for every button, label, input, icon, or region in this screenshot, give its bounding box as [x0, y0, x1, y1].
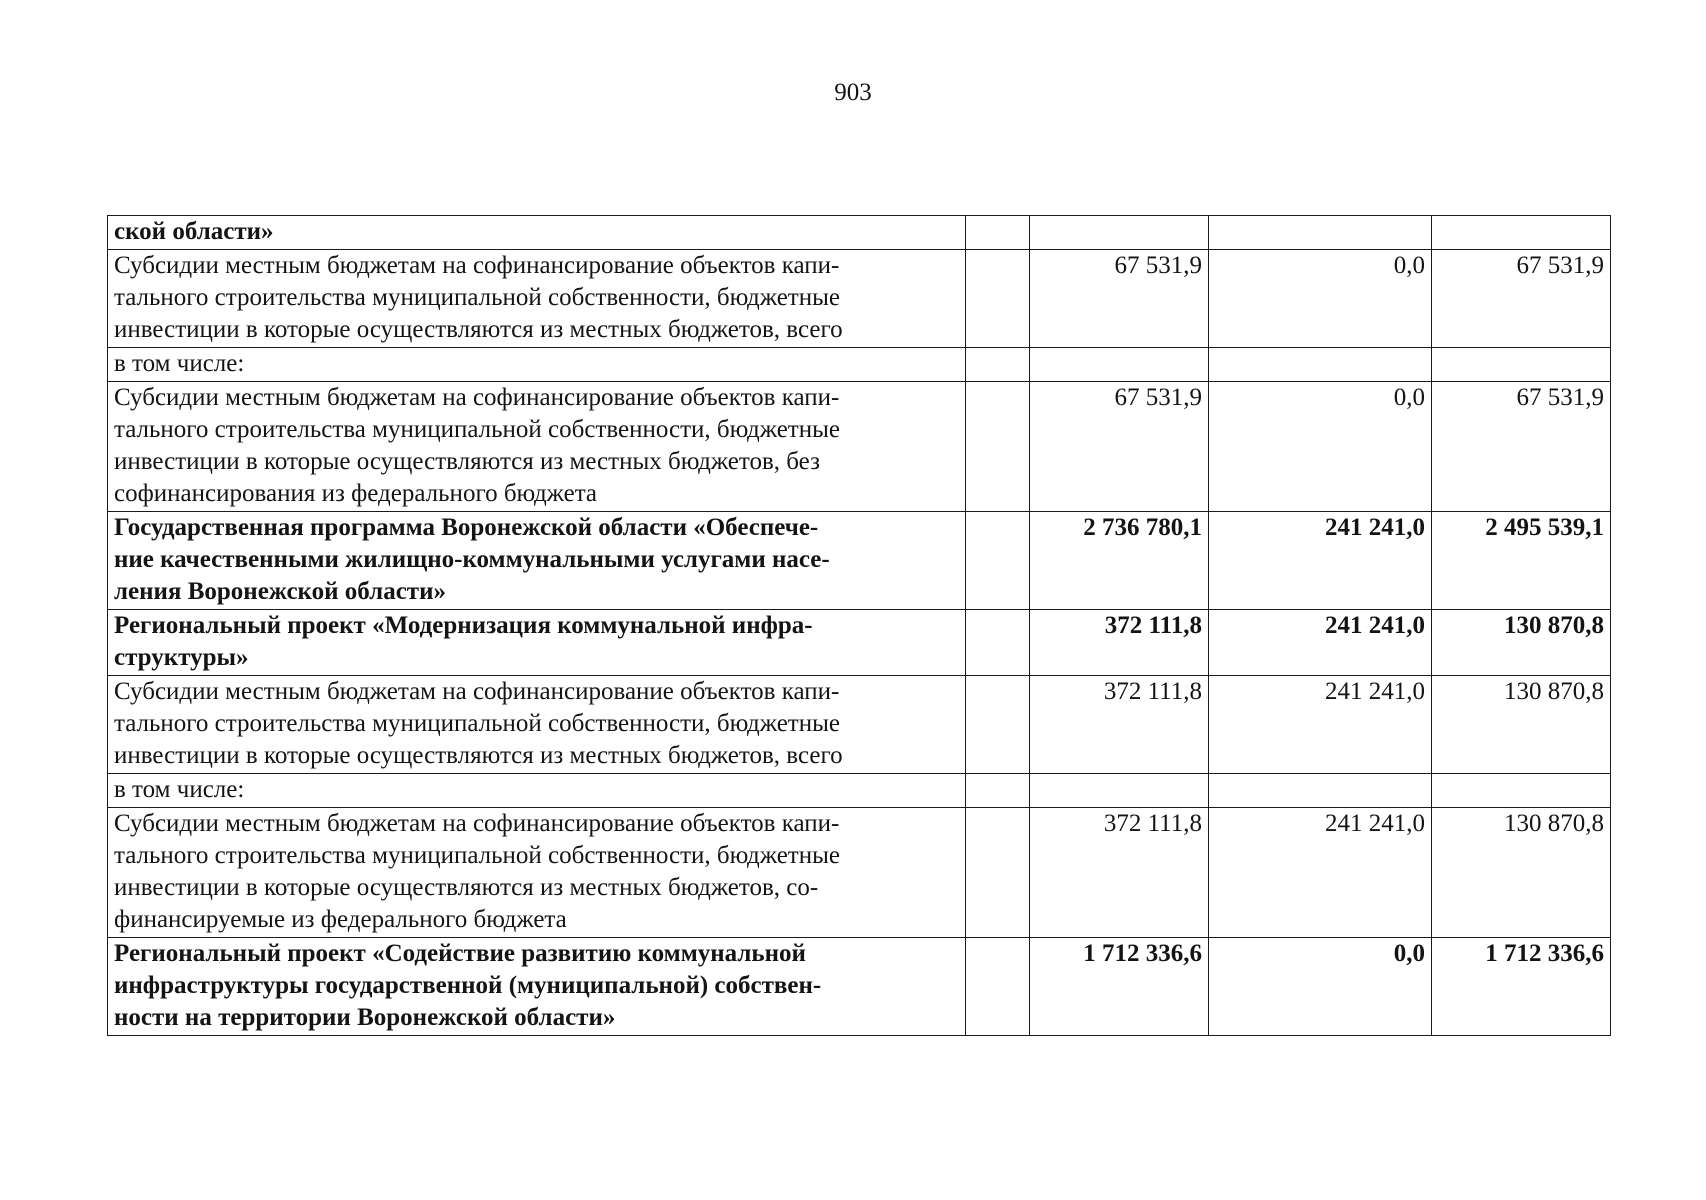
- empty-cell: [966, 382, 1030, 512]
- row-name-line: инвестиции в которые осуществляются из местных бюджетов, всего: [114, 316, 843, 343]
- row-name-line: тального строительства муниципальной собственности, бюджетные: [114, 710, 841, 737]
- value-cell-1: [1030, 348, 1209, 382]
- value-cell-1: 67 531,9: [1030, 250, 1209, 348]
- value-cell-3: [1432, 348, 1611, 382]
- row-name-cell: [108, 676, 966, 774]
- value-cell-2: 241 241,0: [1209, 676, 1432, 774]
- empty-cell: [966, 610, 1030, 676]
- row-name-cell: [108, 250, 966, 348]
- value-cell-1: 372 111,8: [1030, 610, 1209, 676]
- value-cell-3: [1432, 216, 1611, 250]
- empty-cell: [966, 938, 1030, 1036]
- table-row: [108, 216, 1611, 250]
- row-name-line: Региональный проект «Содействие развитию коммунальной: [114, 940, 806, 967]
- value-cell-1: 1 712 336,6: [1030, 938, 1209, 1036]
- table-row: [108, 512, 1611, 610]
- value-cell-2: 0,0: [1209, 382, 1432, 512]
- row-name-line: инфраструктуры государственной (муниципальной) собствен-: [114, 972, 822, 999]
- table-row: [108, 774, 1611, 808]
- budget-table-body: [108, 216, 1611, 1036]
- row-name-line: ности на территории Воронежской области»: [114, 1004, 616, 1031]
- row-name-cell: [108, 382, 966, 512]
- value-cell-2: [1209, 216, 1432, 250]
- empty-cell: [966, 774, 1030, 808]
- value-cell-2: [1209, 348, 1432, 382]
- table-row: [108, 250, 1611, 348]
- row-name-line: ние качественными жилищно-коммунальными услугами насе-: [114, 546, 830, 573]
- page-number: 903: [834, 79, 872, 106]
- value-cell-1: 67 531,9: [1030, 382, 1209, 512]
- value-cell-3: 130 870,8: [1432, 676, 1611, 774]
- empty-cell: [966, 808, 1030, 938]
- value-cell-3: 130 870,8: [1432, 808, 1611, 938]
- row-name-line: тального строительства муниципальной собственности, бюджетные: [114, 284, 841, 311]
- table-row: [108, 676, 1611, 774]
- table-row: [108, 348, 1611, 382]
- row-name-line: ской области»: [114, 218, 274, 245]
- table-row: [108, 382, 1611, 512]
- value-cell-3: [1432, 774, 1611, 808]
- value-cell-1: [1030, 216, 1209, 250]
- empty-cell: [966, 512, 1030, 610]
- value-cell-2: 241 241,0: [1209, 610, 1432, 676]
- row-name-line: финансируемые из федерального бюджета: [114, 906, 567, 933]
- value-cell-3: 2 495 539,1: [1432, 512, 1611, 610]
- value-cell-2: 241 241,0: [1209, 512, 1432, 610]
- value-cell-3: 67 531,9: [1432, 250, 1611, 348]
- row-name-cell: [108, 610, 966, 676]
- value-cell-1: 372 111,8: [1030, 808, 1209, 938]
- row-name-line: Государственная программа Воронежской области «Обеспече-: [114, 514, 819, 541]
- empty-cell: [966, 348, 1030, 382]
- value-cell-2: [1209, 774, 1432, 808]
- empty-cell: [966, 250, 1030, 348]
- row-name-line: в том числе:: [114, 350, 245, 377]
- row-name-line: в том числе:: [114, 776, 245, 803]
- row-name-cell: [108, 348, 966, 382]
- row-name-cell: [108, 938, 966, 1036]
- row-name-cell: [108, 216, 966, 250]
- value-cell-3: 67 531,9: [1432, 382, 1611, 512]
- row-name-cell: [108, 512, 966, 610]
- row-name-line: Субсидии местным бюджетам на софинансирование объектов капи-: [114, 384, 840, 411]
- value-cell-1: [1030, 774, 1209, 808]
- value-cell-2: 241 241,0: [1209, 808, 1432, 938]
- row-name-line: Субсидии местным бюджетам на софинансирование объектов капи-: [114, 252, 840, 279]
- value-cell-1: 372 111,8: [1030, 676, 1209, 774]
- row-name-line: тального строительства муниципальной собственности, бюджетные: [114, 416, 841, 443]
- table-row: [108, 610, 1611, 676]
- row-name-line: инвестиции в которые осуществляются из местных бюджетов, всего: [114, 742, 843, 769]
- empty-cell: [966, 676, 1030, 774]
- row-name-line: инвестиции в которые осуществляются из местных бюджетов, без: [114, 448, 820, 475]
- row-name-line: ления Воронежской области»: [114, 578, 446, 605]
- table-row: [108, 938, 1611, 1036]
- row-name-line: инвестиции в которые осуществляются из местных бюджетов, со-: [114, 874, 819, 901]
- row-name-cell: [108, 774, 966, 808]
- row-name-line: Региональный проект «Модернизация коммунальной инфра-: [114, 612, 813, 639]
- row-name-line: Субсидии местным бюджетам на софинансирование объектов капи-: [114, 678, 840, 705]
- value-cell-2: 0,0: [1209, 938, 1432, 1036]
- budget-table: [107, 215, 1611, 1036]
- empty-cell: [966, 216, 1030, 250]
- table-row: [108, 808, 1611, 938]
- value-cell-3: 1 712 336,6: [1432, 938, 1611, 1036]
- row-name-cell: [108, 808, 966, 938]
- row-name-line: структуры»: [114, 644, 249, 671]
- row-name-line: софинансирования из федерального бюджета: [114, 480, 598, 507]
- value-cell-1: 2 736 780,1: [1030, 512, 1209, 610]
- row-name-line: Субсидии местным бюджетам на софинансирование объектов капи-: [114, 810, 840, 837]
- row-name-line: тального строительства муниципальной собственности, бюджетные: [114, 842, 841, 869]
- value-cell-2: 0,0: [1209, 250, 1432, 348]
- value-cell-3: 130 870,8: [1432, 610, 1611, 676]
